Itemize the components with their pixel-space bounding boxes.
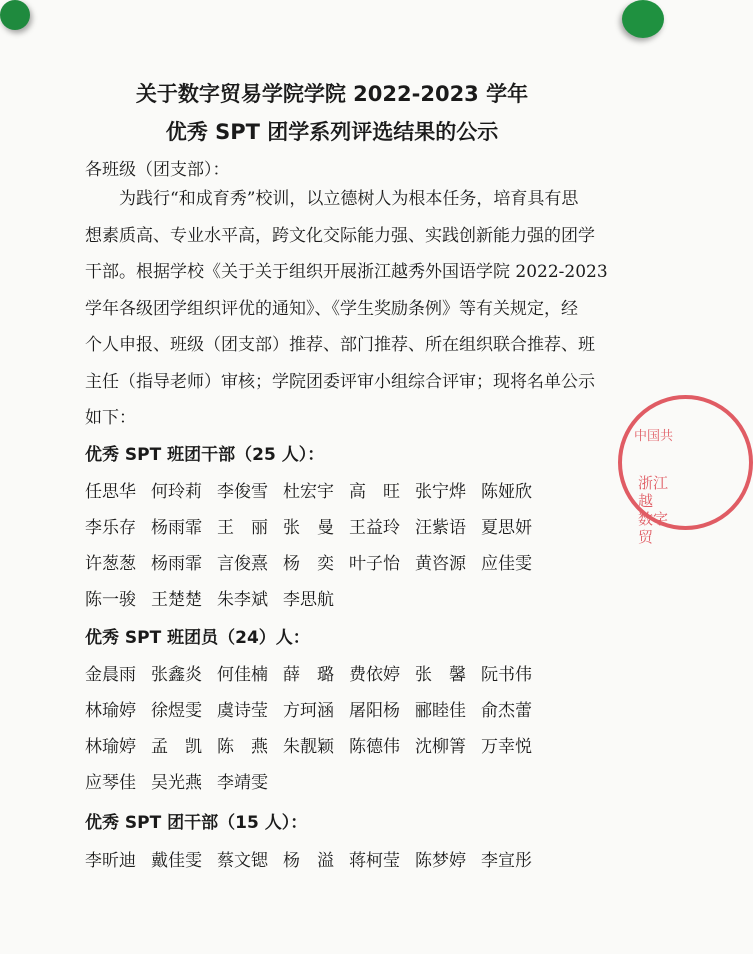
name-item: 夏思妍 [481,518,532,538]
name-item: 叶子怡 [349,554,400,574]
name-item: 任思华 [85,482,136,502]
green-pushpin-icon [622,0,664,38]
body-line: 为践行“和成育秀”校训，以立德树人为根本任务，培育具有思 [119,189,579,209]
name-row [85,696,547,732]
name-item: 杨雨霏 [151,518,202,538]
name-item: 金晨雨 [85,665,136,685]
section-heading-class-members: 优秀 SPT 班团员（24）人： [85,628,310,648]
body-line: 学年各级团学组织评优的通知》、《学生奖励条例》等有关规定，经 [85,298,578,319]
name-item: 李俊雪 [217,482,268,502]
name-list-league-cadres [85,846,547,882]
name-item: 杨 溢 [283,851,334,871]
name-item: 林瑜婷 [85,701,136,721]
name-item: 阮书伟 [481,665,532,685]
name-row [85,477,547,513]
name-row [85,846,547,882]
name-item: 杨雨霏 [151,554,202,574]
body-line: 主任（指导老师）审核；学院团委评审小组综合评审；现将名单公示 [85,371,595,392]
name-list-class-members [85,660,547,804]
name-item: 张宁烨 [415,482,466,502]
name-item: 黄咨源 [415,554,466,574]
name-item: 李昕迪 [85,851,136,871]
name-item: 汪紫语 [415,518,466,538]
name-item: 李宣彤 [481,851,532,871]
name-item: 郦睦佳 [415,701,466,721]
green-pushpin-icon [0,0,30,30]
name-item: 徐煜雯 [151,701,202,721]
seal-text [638,474,678,546]
name-row [85,768,547,804]
name-item: 杜宏宇 [283,482,334,502]
name-item: 万幸悦 [481,737,532,757]
document-title-line2: 优秀 SPT 团学系列评选结果的公示 [165,120,499,144]
name-item: 李靖雯 [217,773,268,793]
name-item: 吴光燕 [151,773,202,793]
name-item: 陈梦婷 [415,851,466,871]
name-item: 朱靓颖 [283,737,334,757]
document-title-line1: 关于数字贸易学院学院 2022-2023 学年 [135,82,529,106]
body-line: 个人申报、班级（团支部）推荐、部门推荐、所在组织联合推荐、班 [85,335,595,355]
name-row [85,585,547,621]
name-row [85,660,547,696]
name-item: 虞诗莹 [217,701,268,721]
name-item: 孟 凯 [151,737,202,757]
name-item: 王楚楚 [151,590,202,610]
name-item: 李思航 [283,590,334,610]
name-item: 李乐存 [85,518,136,538]
name-item: 蒋柯莹 [349,851,400,871]
name-item: 言俊熹 [217,554,268,574]
body-line: 干部。根据学校《关于关于组织开展浙江越秀外国语学院 2022-2023 [85,262,608,282]
name-item: 费依婷 [349,665,400,685]
addressee: 各班级（团支部）： [85,160,230,180]
body-paragraph [85,181,608,437]
name-item: 陈 燕 [217,737,268,757]
name-item: 戴佳雯 [151,851,202,871]
name-item: 许葱葱 [85,554,136,574]
section-heading-league-cadres: 优秀 SPT 团干部（15 人）： [85,813,308,833]
name-item: 何佳楠 [217,665,268,685]
name-item: 方珂涵 [283,701,334,721]
seal-text-line: 数字贸 [638,510,669,546]
name-item: 何玲莉 [151,482,202,502]
name-row [85,513,547,549]
name-item: 俞杰蕾 [481,701,532,721]
name-item: 蔡文锶 [217,851,268,871]
name-item: 屠阳杨 [349,701,400,721]
name-item: 陈德伟 [349,737,400,757]
name-item: 沈柳箐 [415,737,466,757]
name-item: 张鑫炎 [151,665,202,685]
seal-text-line: 浙江越 [638,474,669,510]
red-official-seal [618,395,753,546]
name-item: 张 馨 [415,665,466,685]
name-item: 高 旺 [349,482,400,502]
name-list-class-cadres [85,477,547,621]
body-line: 想素质高、专业水平高，跨文化交际能力强、实践创新能力强的团学 [85,225,595,246]
name-item: 杨 奕 [283,554,334,574]
name-item: 张 曼 [283,518,334,538]
name-item: 朱李斌 [217,590,268,610]
name-item: 陈一骏 [85,590,136,610]
name-row [85,732,547,768]
name-item: 王益玲 [349,518,400,538]
name-item: 陈娅欣 [481,482,532,502]
body-line: 如下： [85,408,136,428]
name-item: 薛 璐 [283,665,334,685]
name-item: 林瑜婷 [85,737,136,757]
name-row [85,549,547,585]
seal-top-text: 中国共 [634,429,674,444]
name-item: 应佳雯 [481,554,532,574]
name-item: 应琴佳 [85,773,136,793]
name-item: 王 丽 [217,518,268,538]
section-heading-class-cadres: 优秀 SPT 班团干部（25 人）： [85,445,325,465]
